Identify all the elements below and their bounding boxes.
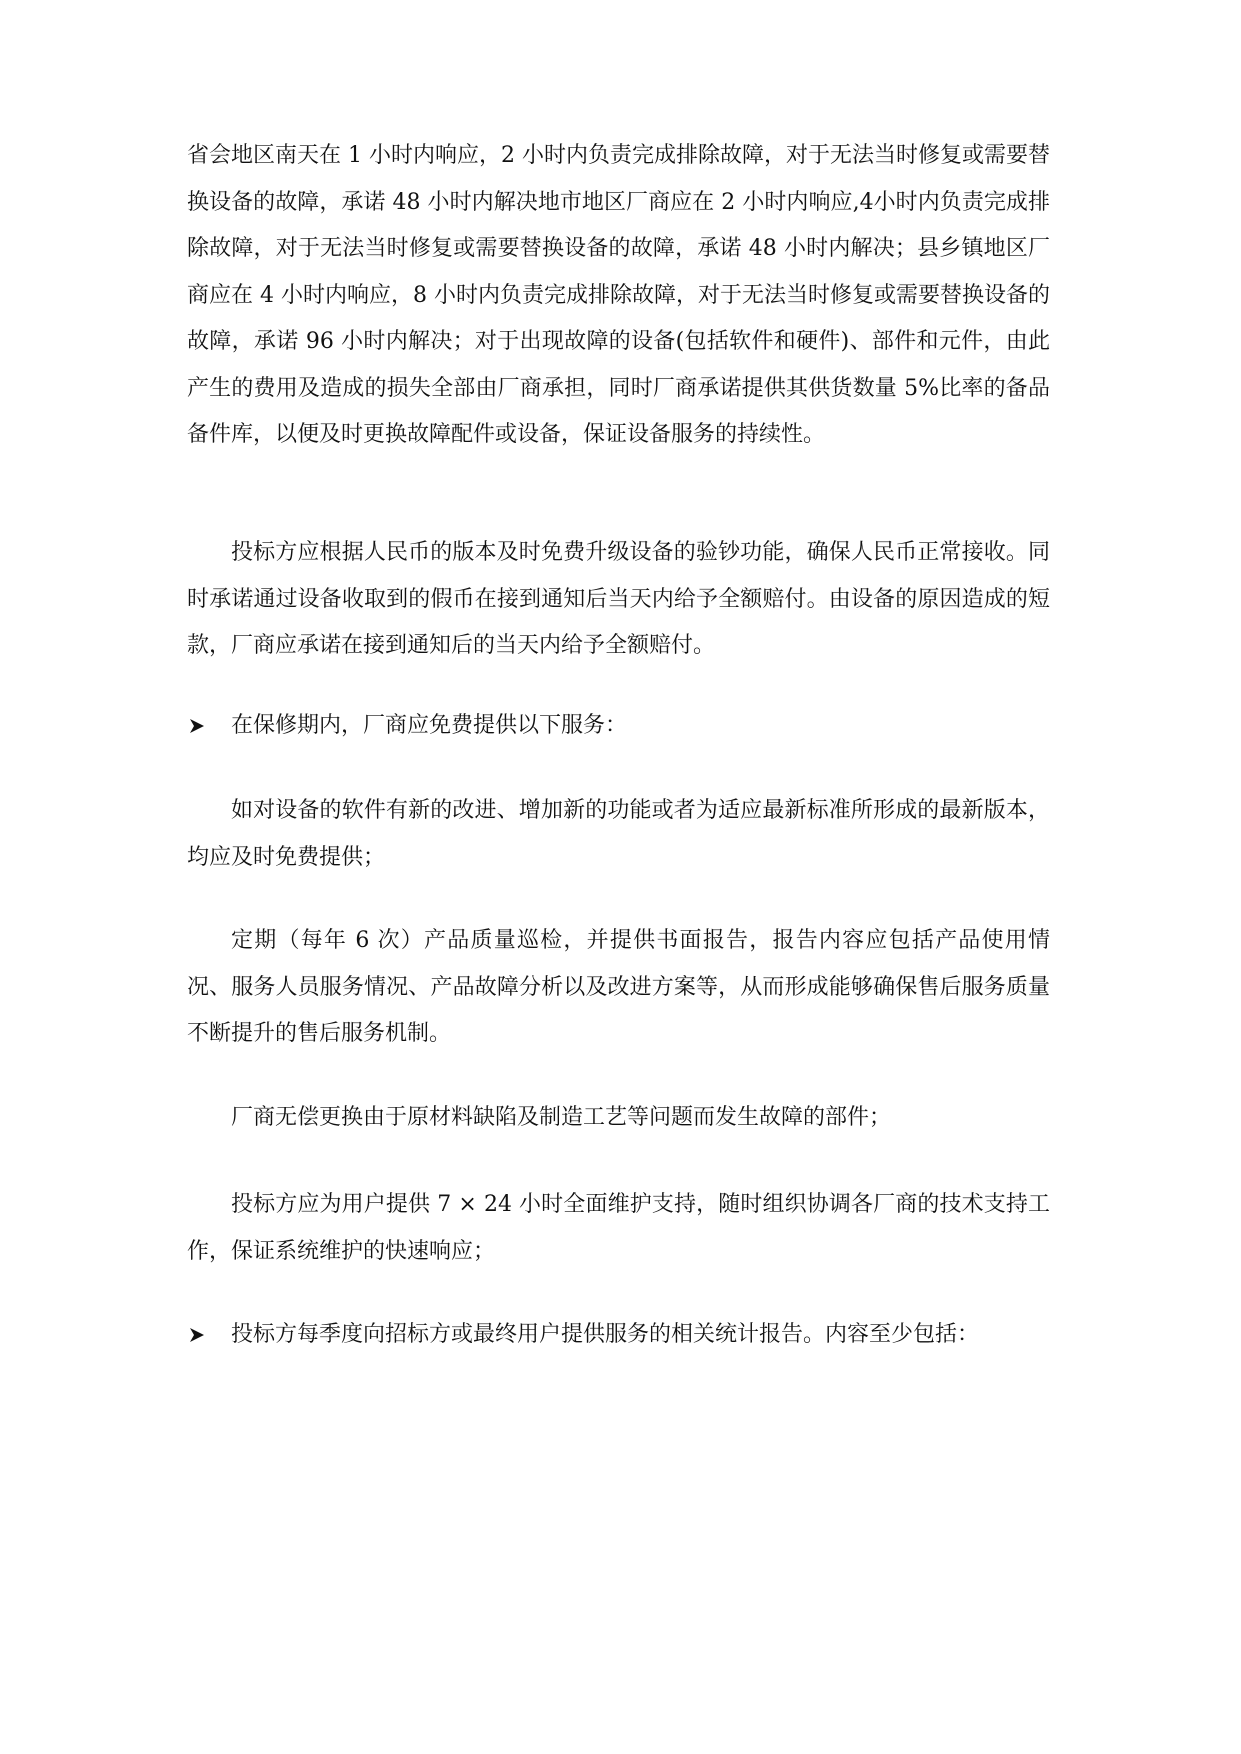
bullet-text: 在保修期内，厂商应免费提供以下服务： [231,713,628,738]
paragraph-response-commitment: 省会地区南天在 1 小时内响应，2 小时内负责完成排除故障，对于无法当时修复或需要替换设备的故障，承诺 48 小时内解决地市地区厂商应在 2 小时内响应,4小时内负责完成排除故障，对于无法当时修复或需要替换设备的故障，承诺 48 小时内解决；县乡镇地区厂商应在 4 小时内响应，8 小时内负责完成排除故障，对于无法当时修复或需要替换设备的故障，承诺 96 小时内解决；对于出现故障的设备(包括软件和硬件)、部件和元件，由此产生的费用及造成的损失全部由厂商承担，同时厂商承诺提供其供货数量 5%比率的备品备件库，以便及时更换故障配件或设备，保证设备服务的持续性。 [187,143,1050,447]
paragraph-24x7-support: 投标方应为用户提供 7 × 24 小时全面维护支持，随时组织协调各厂商的技术支持工作，保证系统维护的快速响应； [187,1192,1050,1264]
bullet-item-warranty-services [187,703,1050,749]
paragraph-free-replacement: 厂商无偿更换由于原材料缺陷及制造工艺等问题而发生故障的部件； [231,1105,892,1130]
paragraph-software-updates: 如对设备的软件有新的改进、增加新的功能或者为适应最新标准所形成的最新版本，均应及时免费提供； [187,798,1050,870]
paragraph-currency-upgrade: 投标方应根据人民币的版本及时免费升级设备的验钞功能，确保人民币正常接收。同时承诺通过设备收取到的假币在接到通知后当天内给予全额赔付。由设备的原因造成的短款，厂商应承诺在接到通知后的当天内给予全额赔付。 [187,540,1050,658]
bullet-item-quarterly-report [187,1312,1050,1358]
arrowhead-bullet-icon [187,703,207,749]
arrowhead-bullet-icon [187,1312,207,1358]
paragraph-quality-inspection: 定期（每年 6 次）产品质量巡检，并提供书面报告，报告内容应包括产品使用情况、服务人员服务情况、产品故障分析以及改进方案等，从而形成能够确保售后服务质量不断提升的售后服务机制。 [187,928,1050,1046]
bullet-text: 投标方每季度向招标方或最终用户提供服务的相关统计报告。内容至少包括： [231,1322,980,1347]
